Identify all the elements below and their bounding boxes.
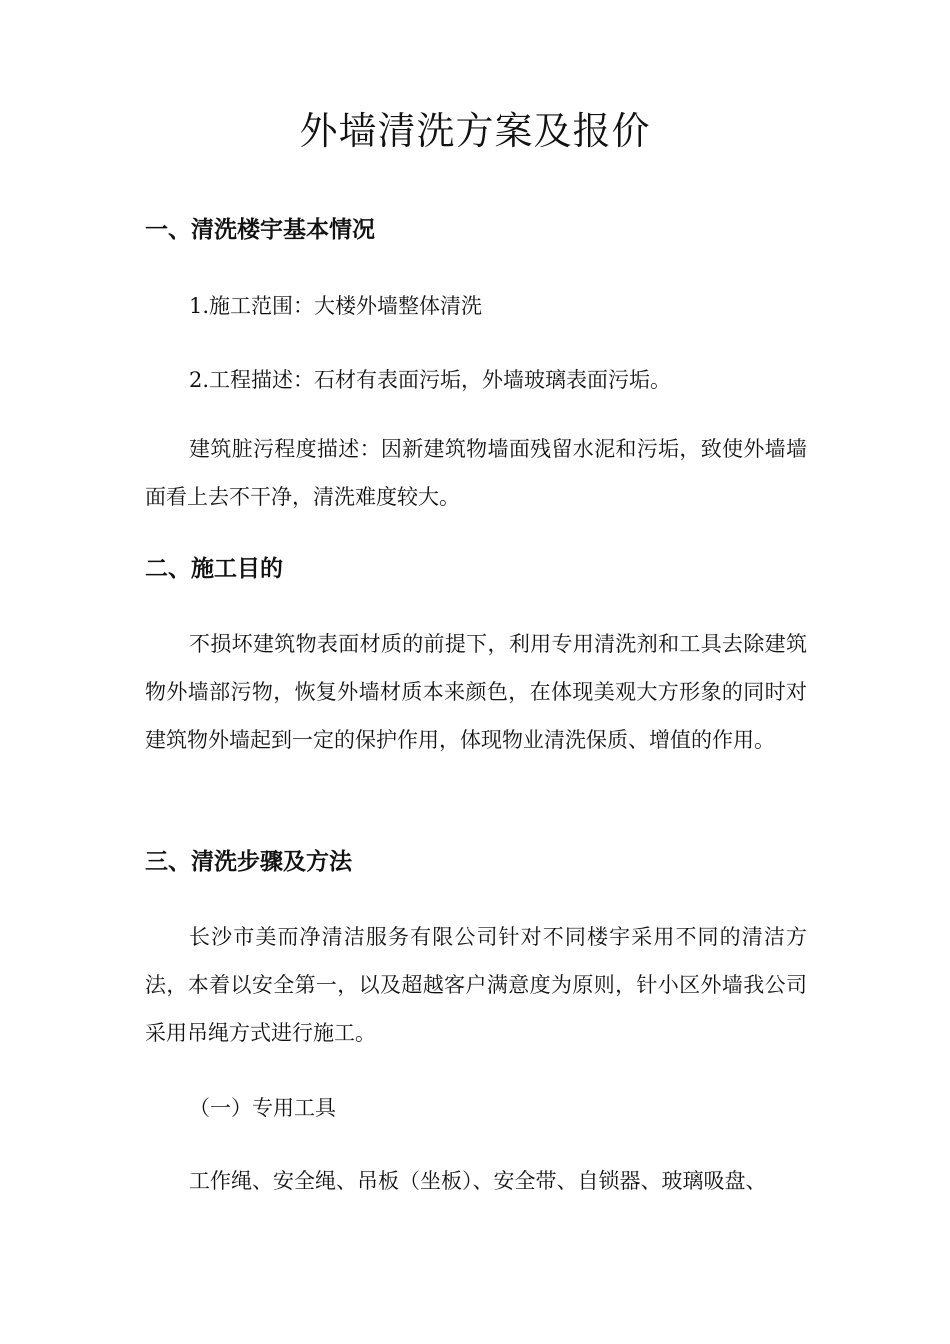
section-heading-basic-info: 一、清洗楼宇基本情况 xyxy=(145,217,375,243)
document-title: 外墙清洗方案及报价 xyxy=(299,109,651,153)
paragraph-description: 2.工程描述：石材有表面污垢，外墙玻璃表面污垢。 xyxy=(189,368,672,392)
section-heading-purpose: 二、施工目的 xyxy=(145,556,283,582)
section-heading-steps: 三、清洗步骤及方法 xyxy=(145,849,352,875)
paragraph-dirt-level: 建筑脏污程度描述：因新建筑物墙面残留水泥和污垢，致使外墙墙面看上去不干净，清洗难度较大。 xyxy=(145,437,807,509)
paragraph-purpose: 不损坏建筑物表面材质的前提下，利用专用清洗剂和工具去除建筑物外墙部污物，恢复外墙材质本来颜色，在体现美观大方形象的同时对建筑物外墙起到一定的保护作用，体现物业清洗保质、增值的作用。 xyxy=(145,632,807,752)
paragraph-scope: 1.施工范围：大楼外墙整体清洗 xyxy=(189,294,483,318)
paragraph-tools-list: 工作绳、安全绳、吊板（坐板）、安全带、自锁器、玻璃吸盘、 xyxy=(189,1169,767,1193)
subheading-tools: （一）专用工具 xyxy=(189,1096,336,1120)
paragraph-company-method: 长沙市美而净清洁服务有限公司针对不同楼宇采用不同的清洁方法，本着以安全第一，以及超越客户满意度为原则，针小区外墙我公司采用吊绳方式进行施工。 xyxy=(145,925,807,1045)
